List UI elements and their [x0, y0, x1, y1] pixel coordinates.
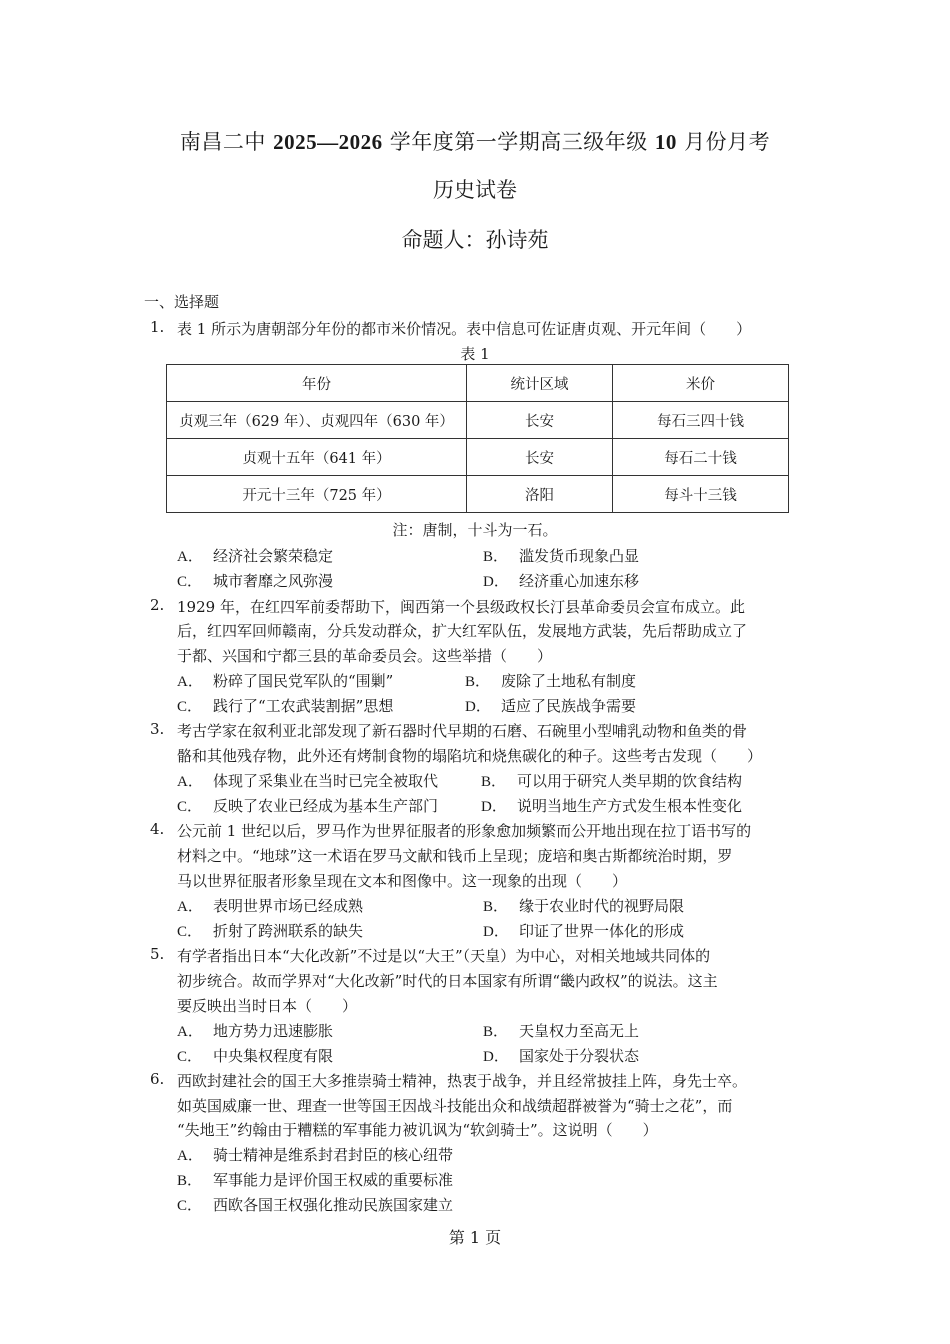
option-letter: D． — [483, 924, 509, 940]
table-cell: 长安 — [467, 402, 613, 439]
option-c[interactable] — [177, 695, 393, 716]
question-stem-line: 公元前 1 世纪以后，罗马作为世界征服者的形象愈加频繁而公开地出现在拉丁语书写的 — [177, 822, 752, 840]
table-cell: 长安 — [467, 439, 613, 476]
option-letter: C． — [177, 574, 203, 590]
option-a[interactable] — [177, 1144, 453, 1165]
title-years: 2025—2026 — [273, 130, 383, 154]
table-cell: 贞观三年（629 年）、贞观四年（630 年） — [167, 402, 467, 439]
option-text: 西欧各国王权强化推动民族国家建立 — [213, 1196, 454, 1214]
table-cell: 每斗十三钱 — [613, 476, 789, 513]
option-text: 城市奢靡之风弥漫 — [213, 572, 334, 590]
option-letter: A． — [177, 549, 203, 565]
option-text: 缘于农业时代的视野局限 — [519, 897, 685, 915]
option-a[interactable] — [177, 545, 333, 566]
option-text: 军事能力是评价国王权威的重要标准 — [213, 1171, 454, 1189]
option-d[interactable] — [483, 1045, 639, 1066]
question-number: 3. — [150, 720, 165, 738]
option-text: 可以用于研究人类早期的饮食结构 — [517, 772, 743, 790]
option-b[interactable] — [177, 1169, 453, 1190]
table-row — [167, 476, 789, 513]
table-note: 注：唐制，十斗为一石。 — [392, 521, 558, 539]
option-text: 折射了跨洲联系的缺失 — [213, 922, 364, 940]
title-exam-type: 月份月考 — [676, 130, 771, 154]
question-stem-line: 材料之中。“地球”这一术语在罗马文献和钱币上呈现；庞培和奥古斯都统治时期，罗 — [177, 847, 733, 865]
title-term: 学年度第一学期高三级年级 — [382, 130, 655, 154]
option-a[interactable] — [177, 670, 393, 691]
table-row — [167, 402, 789, 439]
option-c[interactable] — [177, 920, 363, 941]
question-stem-line: 要反映出当时日本（ ） — [177, 997, 358, 1015]
question-stem-line: 初步统合。故而学界对“大化改新”时代的日本国家有所谓“畿内政权”的说法。这主 — [177, 972, 718, 990]
option-letter: A． — [177, 1148, 203, 1164]
question-stem-line: “失地王”约翰由于糟糕的军事能力被讥讽为“软剑骑士”。这说明（ ） — [177, 1121, 658, 1139]
option-letter: B． — [483, 1024, 509, 1040]
option-letter: C． — [177, 924, 203, 940]
option-c[interactable] — [177, 1045, 333, 1066]
option-b[interactable] — [483, 545, 639, 566]
title-school: 南昌二中 — [179, 130, 274, 154]
option-letter: A． — [177, 674, 203, 690]
option-letter: D． — [483, 574, 509, 590]
option-a[interactable] — [177, 895, 363, 916]
option-text: 中央集权程度有限 — [213, 1047, 334, 1065]
option-d[interactable] — [465, 695, 636, 716]
question-number: 6. — [150, 1070, 165, 1088]
table-caption: 表 1 — [460, 345, 490, 363]
option-text: 适应了民族战争需要 — [501, 697, 637, 715]
option-text: 滥发货币现象凸显 — [519, 547, 640, 565]
option-text: 经济重心加速东移 — [519, 572, 640, 590]
option-d[interactable] — [481, 795, 742, 816]
rice-price-table — [166, 364, 789, 513]
option-letter: D． — [483, 1049, 509, 1065]
option-b[interactable] — [481, 770, 742, 791]
option-letter: A． — [177, 899, 203, 915]
option-b[interactable] — [483, 895, 684, 916]
section-heading: 一、选择题 — [144, 293, 220, 311]
option-letter: B． — [465, 674, 491, 690]
option-text: 骑士精神是维系封君封臣的核心纽带 — [213, 1146, 454, 1164]
table-header-row — [167, 365, 789, 402]
question-stem-line: 考古学家在叙利亚北部发现了新石器时代早期的石磨、石碗里小型哺乳动物和鱼类的骨 — [177, 722, 748, 740]
option-letter: A． — [177, 774, 203, 790]
option-text: 经济社会繁荣稳定 — [213, 547, 334, 565]
question-number: 2. — [150, 596, 165, 614]
exam-subject: 历史试卷 — [433, 178, 517, 202]
option-a[interactable] — [177, 1020, 333, 1041]
question-stem-line: 表 1 所示为唐朝部分年份的都市米价情况。表中信息可佐证唐贞观、开元年间（ ） — [177, 320, 752, 338]
option-text: 说明当地生产方式发生根本性变化 — [517, 797, 743, 815]
option-b[interactable] — [465, 670, 636, 691]
question-stem-line: 于都、兴国和宁都三县的革命委员会。这些举措（ ） — [177, 647, 553, 665]
option-d[interactable] — [483, 920, 684, 941]
option-text: 体现了采集业在当时已完全被取代 — [213, 772, 439, 790]
option-letter: B． — [177, 1173, 203, 1189]
question-stem-line: 马以世界征服者形象呈现在文本和图像中。这一现象的出现（ ） — [177, 872, 628, 890]
option-c[interactable] — [177, 795, 438, 816]
option-letter: B． — [483, 899, 509, 915]
option-c[interactable] — [177, 1194, 453, 1215]
option-letter: B． — [481, 774, 507, 790]
page-number: 第 1 页 — [448, 1228, 502, 1247]
option-text: 践行了“工农武装割据”思想 — [213, 697, 394, 715]
option-b[interactable] — [483, 1020, 639, 1041]
option-text: 反映了农业已经成为基本生产部门 — [213, 797, 439, 815]
question-stem-line: 如英国威廉一世、理查一世等国王因战斗技能出众和战绩超群被誉为“骑士之花”，而 — [177, 1097, 733, 1115]
option-letter: D． — [465, 699, 491, 715]
option-text: 废除了土地私有制度 — [501, 672, 637, 690]
question-stem-line: 西欧封建社会的国王大多推崇骑士精神，热衷于战争，并且经常披挂上阵，身先士卒。 — [177, 1072, 748, 1090]
exam-author: 命题人：孙诗苑 — [401, 228, 549, 252]
question-number: 5. — [150, 945, 165, 963]
option-letter: C． — [177, 1198, 203, 1214]
table-row — [167, 439, 789, 476]
question-stem-line: 后，红四军回师赣南，分兵发动群众，扩大红军队伍，发展地方武装，先后帮助成立了 — [177, 622, 748, 640]
option-text: 天皇权力至高无上 — [519, 1022, 640, 1040]
table-cell: 每石二十钱 — [613, 439, 789, 476]
option-c[interactable] — [177, 570, 333, 591]
option-letter: A． — [177, 1024, 203, 1040]
question-stem-line: 1929 年，在红四军前委帮助下，闽西第一个县级政权长汀县革命委员会宣布成立。此 — [177, 598, 745, 616]
title-month: 10 — [654, 130, 677, 154]
option-letter: C． — [177, 799, 203, 815]
table-cell: 贞观十五年（641 年） — [167, 439, 467, 476]
table-header-cell: 米价 — [613, 365, 789, 402]
option-letter: C． — [177, 699, 203, 715]
option-text: 表明世界市场已经成熟 — [213, 897, 364, 915]
option-letter: D． — [481, 799, 507, 815]
option-a[interactable] — [177, 770, 438, 791]
option-d[interactable] — [483, 570, 639, 591]
option-text: 印证了世界一体化的形成 — [519, 922, 685, 940]
table-cell: 每石三四十钱 — [613, 402, 789, 439]
option-text: 国家处于分裂状态 — [519, 1047, 640, 1065]
table-header-cell: 年份 — [167, 365, 467, 402]
table-header-cell: 统计区域 — [467, 365, 613, 402]
table-cell: 开元十三年（725 年） — [167, 476, 467, 513]
option-text: 粉碎了国民党军队的“围剿” — [213, 672, 394, 690]
exam-title — [0, 126, 950, 156]
question-number: 1. — [150, 318, 165, 336]
option-letter: B． — [483, 549, 509, 565]
option-text: 地方势力迅速膨胀 — [213, 1022, 334, 1040]
table-cell: 洛阳 — [467, 476, 613, 513]
question-stem-line: 有学者指出日本“大化改新”不过是以“大王”（天皇）为中心，对相关地域共同体的 — [177, 947, 711, 965]
question-stem-line: 骼和其他残存物，此外还有烤制食物的塌陷坑和烧焦碳化的种子。这些考古发现（ ） — [177, 747, 763, 765]
option-letter: C． — [177, 1049, 203, 1065]
question-number: 4. — [150, 820, 165, 838]
